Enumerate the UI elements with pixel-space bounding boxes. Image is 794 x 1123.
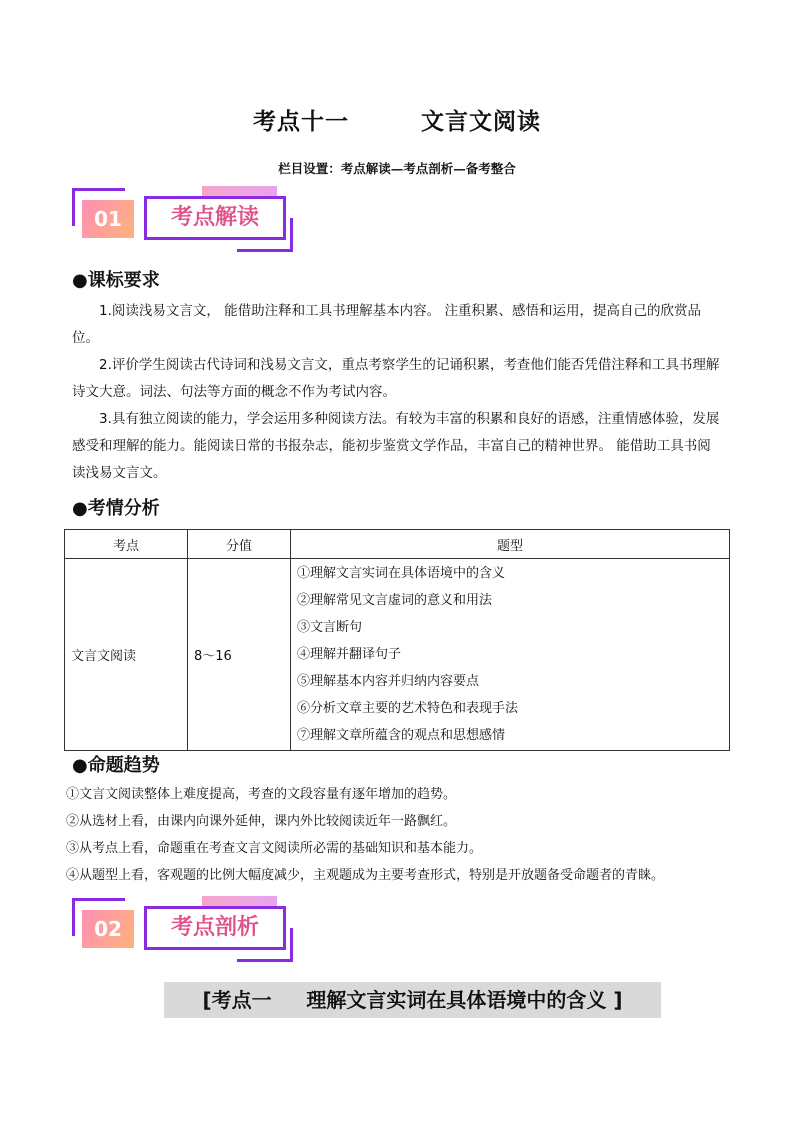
type-item: ⑤理解基本内容并归纳内容要点 xyxy=(297,674,480,689)
standards-item: 3.具有独立阅读的能力，学会运用多种阅读方法。有较为丰富的积累和良好的语感，注重情感体验，发展感受和理解的能力。能阅读日常的书报杂志，能初步鉴赏文学作品，丰富自己的精神世界。 能借助工具书阅读浅易文言文。 xyxy=(72,411,720,481)
trend-item: ①文言文阅读整体上难度提高，考查的文段容量有逐年增加的趋势。 xyxy=(66,787,457,802)
banner-decor-line xyxy=(72,898,75,936)
trend-item: ③从考点上看，命题重在考查文言文阅读所必需的基础知识和基本能力。 xyxy=(66,841,483,856)
banner-decor-line xyxy=(72,188,125,191)
standards-heading: ●课标要求 xyxy=(72,270,160,291)
type-item: ⑥分析文章主要的艺术特色和表现手法 xyxy=(297,701,519,716)
section-number: 01 xyxy=(82,200,134,238)
trend-heading: ●命题趋势 xyxy=(72,755,160,776)
analysis-heading: ●考情分析 xyxy=(72,498,160,519)
table-header-row xyxy=(65,530,730,559)
standards-list xyxy=(72,298,724,487)
type-item: ③文言断句 xyxy=(297,620,363,635)
table-cell-types xyxy=(291,559,730,751)
section-banner-2 xyxy=(72,896,302,966)
banner-decor-line xyxy=(237,959,293,962)
type-item: ①理解文言实词在具体语境中的含义 xyxy=(297,566,506,581)
table-row xyxy=(65,559,730,751)
table-header-cell: 考点 xyxy=(65,530,188,559)
page-subtitle: 栏目设置：考点解读—考点剖析—备考整合 xyxy=(278,161,516,176)
banner-decor-line xyxy=(72,188,75,226)
trend-item: ②从选材上看，由课内向课外延伸，课内外比较阅读近年一路飘红。 xyxy=(66,814,457,829)
banner-decor-line xyxy=(290,928,293,962)
section-banner-1 xyxy=(72,186,302,256)
table-cell-point: 文言文阅读 xyxy=(65,559,188,751)
table-header-cell: 题型 xyxy=(291,530,730,559)
trend-item: ④从题型上看，客观题的比例大幅度减少，主观题成为主要考查形式，特别是开放题备受命题者的青睐。 xyxy=(66,868,665,883)
analysis-table xyxy=(64,529,730,751)
section-label: 考点剖析 xyxy=(144,906,286,950)
trend-list xyxy=(66,781,746,889)
type-item: ⑦理解文章所蕴含的观点和思想感情 xyxy=(297,728,506,743)
section-label: 考点解读 xyxy=(144,196,286,240)
type-item: ②理解常见文言虚词的意义和用法 xyxy=(297,593,493,608)
standards-item: 1.阅读浅易文言文， 能借助注释和工具书理解基本内容。 注重积累、感悟和运用，提高自己的欣赏品位。 xyxy=(72,303,701,346)
table-cell-score: 8～16 xyxy=(188,559,291,751)
banner-decor-line xyxy=(237,249,293,252)
standards-item: 2.评价学生阅读古代诗词和浅易文言文，重点考察学生的记诵积累，考查他们能否凭借注释和工具书理解诗文大意。词法、句法等方面的概念不作为考试内容。 xyxy=(72,357,720,400)
page-title: 考点十一 文言文阅读 xyxy=(252,109,542,135)
type-item: ④理解并翻译句子 xyxy=(297,647,402,662)
banner-decor-line xyxy=(72,898,125,901)
section-number: 02 xyxy=(82,910,134,948)
table-header-cell: 分值 xyxy=(188,530,291,559)
point-heading-bar: [考点一 理解文言实词在具体语境中的含义 ] xyxy=(164,982,661,1018)
banner-decor-line xyxy=(290,218,293,252)
